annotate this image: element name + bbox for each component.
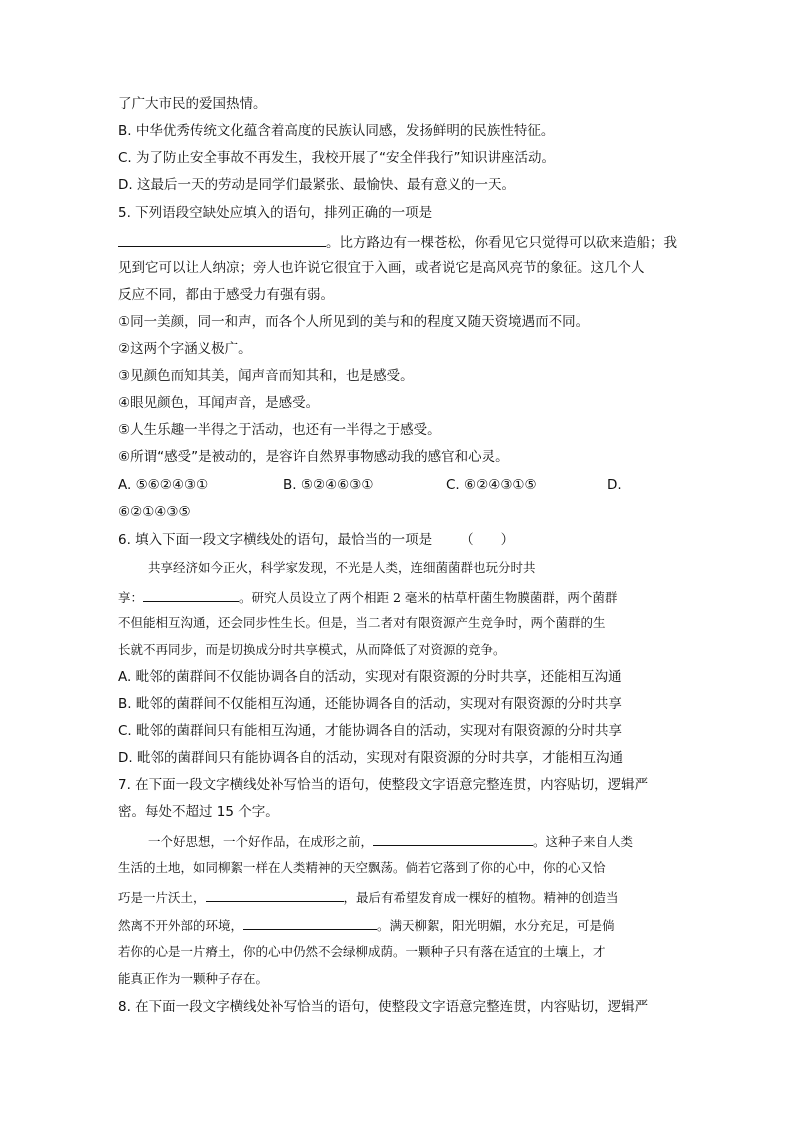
q6-option-c: C. 毗邻的菌群间只有能相互沟通，才能协调各自的活动，实现对有限资源的分时共享 — [118, 723, 623, 739]
text-line: 反应不同，都由于感受力有强有弱。 — [118, 287, 334, 303]
text-span: 然离不开外部的环境， — [118, 918, 244, 933]
answer-blank — [206, 887, 344, 902]
q5-option-d: D. — [607, 477, 622, 493]
text-span: 。满天柳絮，阳光明媚，水分充足，可是倘 — [377, 918, 615, 933]
text-span: 一个好思想，一个好作品，在成形之前， — [148, 834, 374, 849]
passage-line — [118, 887, 619, 907]
q5-option-b: B. ⑤②④⑥③① — [283, 477, 374, 493]
text-span: 。研究人员设立了两个相距 2 毫米的枯草杆菌生物膜菌群，两个菌群 — [239, 590, 618, 605]
q6-option-d: D. 毗邻的菌群间只有能协调各自的活动，实现对有限资源的分时共享，才能相互沟通 — [118, 750, 623, 766]
passage-line: 生活的土地，如同柳絮一样在人类精神的天空飘荡。倘若它落到了你的心中，你的心又恰 — [118, 860, 606, 875]
answer-blank — [118, 232, 326, 247]
sentence-1: ①同一美颜，同一和声，而各个人所见到的美与和的程度又随天资境遇而不同。 — [118, 314, 590, 330]
question-7-stem: 7. 在下面一段文字横线处补写恰当的语句，使整段文字语意完整连贯，内容贴切，逻辑严 — [118, 777, 649, 793]
text-span: 。这种子来自人类 — [533, 834, 634, 849]
q5-option-a: A. ⑤⑥②④③① — [118, 477, 209, 493]
answer-blank — [373, 831, 533, 846]
text-span: 。比方路边有一棵苍松，你看见它只觉得可以砍来造船；我 — [326, 235, 677, 251]
question-8-stem: 8. 在下面一段文字横线处补写恰当的语句，使整段文字语意完整连贯，内容贴切，逻辑严 — [118, 999, 649, 1015]
passage-line: 若你的心是一片瘠土，你的心中仍然不会绿柳成荫。一颗种子只有落在适宜的土壤上，才 — [118, 944, 606, 959]
sentence-3: ③见颜色而知其美，闻声音而知其和，也是感受。 — [118, 368, 414, 384]
passage-line — [118, 915, 615, 935]
answer-parentheses: （ ） — [460, 532, 515, 548]
question-5-stem: 5. 下列语段空缺处应填入的语句，排列正确的一项是 — [118, 205, 433, 221]
question-6-stem — [118, 531, 514, 549]
option-d: D. 这最后一天的劳动是同学们最紧张、最愉快、最有意义的一天。 — [118, 177, 515, 193]
passage-line: 能真正作为一颗种子存在。 — [118, 971, 269, 986]
question-7-stem: 密。每处不超过 15 个字。 — [118, 804, 279, 820]
q6-option-b: B. 毗邻的菌群间不仅能相互沟通，还能协调各自的活动，实现对有限资源的分时共享 — [118, 696, 622, 712]
text-span: 巧是一片沃土， — [118, 890, 206, 905]
sentence-4: ④眼见颜色，耳闻声音，是感受。 — [118, 395, 320, 411]
sentence-5: ⑤人生乐趣一半得之于活动，也还有一半得之于感受。 — [118, 422, 441, 438]
answer-blank — [243, 915, 377, 930]
answer-blank — [143, 587, 239, 602]
q6-option-a: A. 毗邻的菌群间不仅能协调各自的活动，实现对有限资源的分时共享，还能相互沟通 — [118, 669, 622, 685]
sentence-2: ②这两个字涵义极广。 — [118, 341, 252, 357]
passage-line: 长就不再同步，而是切换成分时共享模式，从而降低了对资源的竞争。 — [118, 642, 506, 657]
option-c: C. 为了防止安全事故不再发生，我校开展了“安全伴我行”知识讲座活动。 — [118, 150, 555, 166]
sentence-6: ⑥所谓“感受”是被动的，是容许自然界事物感动我的感官和心灵。 — [118, 449, 509, 465]
passage-line: 不但能相互沟通，还会同步性生长。但是，当二者对有限资源产生竞争时，两个菌群的生 — [118, 615, 606, 630]
text-span: 6. 填入下面一段文字横线处的语句，最恰当的一项是 — [118, 532, 433, 548]
passage-line — [118, 587, 617, 607]
passage-line: 共享经济如今正火，科学家发现，不光是人类，连细菌菌群也玩分时共 — [148, 560, 536, 575]
option-b: B. 中华优秀传统文化蕴含着高度的民族认同感，发扬鲜明的民族性特征。 — [118, 123, 555, 139]
text-span: 享： — [118, 590, 144, 605]
text-line: 见到它可以让人纳凉；旁人也许说它很宜于入画，或者说它是高风亮节的象征。这几个人 — [118, 260, 645, 276]
text-line — [118, 232, 677, 252]
q5-option-d-value: ⑥②①④③⑤ — [118, 504, 191, 520]
passage-line — [148, 831, 633, 851]
text-span: ，最后有希望发育成一棵好的植物。精神的创造当 — [343, 890, 619, 905]
text-line: 了广大市民的爱国热情。 — [118, 96, 267, 112]
q5-option-c: C. ⑥②④③①⑤ — [446, 477, 537, 493]
